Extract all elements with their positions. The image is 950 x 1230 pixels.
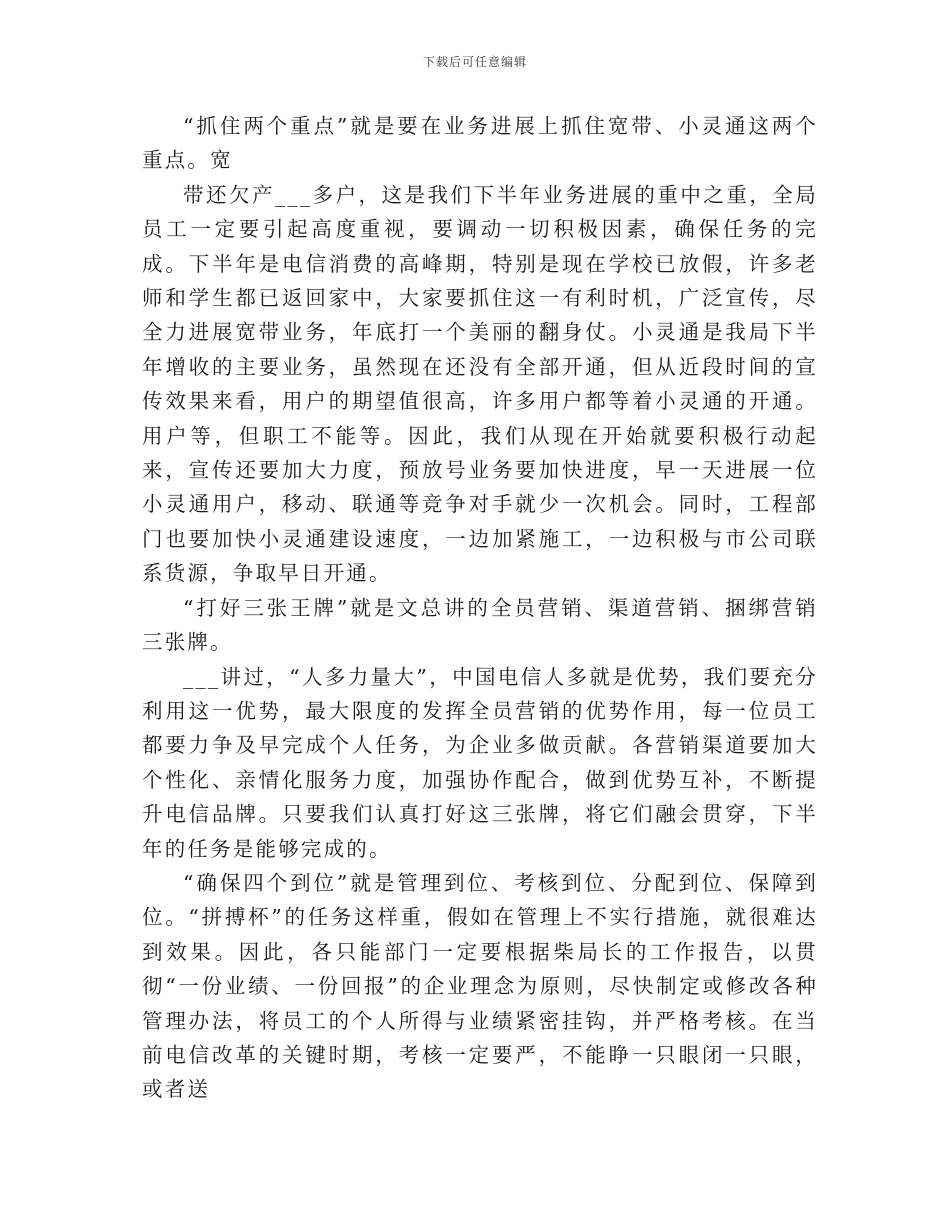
paragraph-three-trump-cards: “打好三张王牌”就是文总讲的全员营销、渠道营销、捆绑营销三张牌。	[142, 595, 818, 655]
page-header: 下载后可任意编辑	[422, 55, 527, 69]
paragraph-two-key-points: “抓住两个重点”就是要在业务进展上抓住宽带、小灵通这两个重点。宽	[142, 114, 818, 173]
paragraph-broadband-phs: 带还欠产___多户，这是我们下半年业务进展的重中之重，全局员工一定要引起高度重视，要调动一切积极因素，确保任务的完成。下半年是电信消费的高峰期，特别是现在学校已放假，许多老师和学生都已返回家中，大家要抓住这一有利时机，广泛宣传，尽全力进展宽带业务，年底打一个美丽的翻身仗。小灵通是我局下半年增收的主要业务，虽然现在还没有全部开通，但从近段时间的宣传效果来看，用户的期望值很高，许多用户都等着小灵通的开通。用户等，但职工不能等。因此，我们从现在开始就要积极行动起来，宣传还要加大力度，预放号业务要加快进度，早一天进展一位小灵通用户，移动、联通等竞争对手就少一次机会。同时，工程部门也要加快小灵通建设速度，一边加紧施工，一边积极与市公司联系货源，争取早日开通。	[142, 182, 818, 586]
paragraph-four-in-place: “确保四个到位”就是管理到位、考核到位、分配到位、保障到位。“拼搏杯”的任务这样重，假如在管理上不实行措施，就很难达到效果。因此，各只能部门一定要根据柴局长的工作报告，以贯彻“一份业绩、一份回报”的企业理念为原则，尽快制定或修改各种管理办法，将员工的个人所得与业绩紧密挂钩，并严格考核。在当前电信改革的关键时期，考核一定要严，不能睁一只眼闭一只眼，或者送	[142, 870, 818, 1102]
paragraph-full-staff-marketing: ___讲过，“人多力量大”，中国电信人多就是优势，我们要充分利用这一优势，最大限度的发挥全员营销的优势作用，每一位员工都要力争及早完成个人任务，为企业多做贡献。各营销渠道要加大个性化、亲情化服务力度，加强协作配合，做到优势互补，不断提升电信品牌。只要我们认真打好这三张牌，将它们融会贯穿，下半年的任务是能够完成的。	[142, 664, 818, 861]
document-body	[142, 109, 818, 1107]
